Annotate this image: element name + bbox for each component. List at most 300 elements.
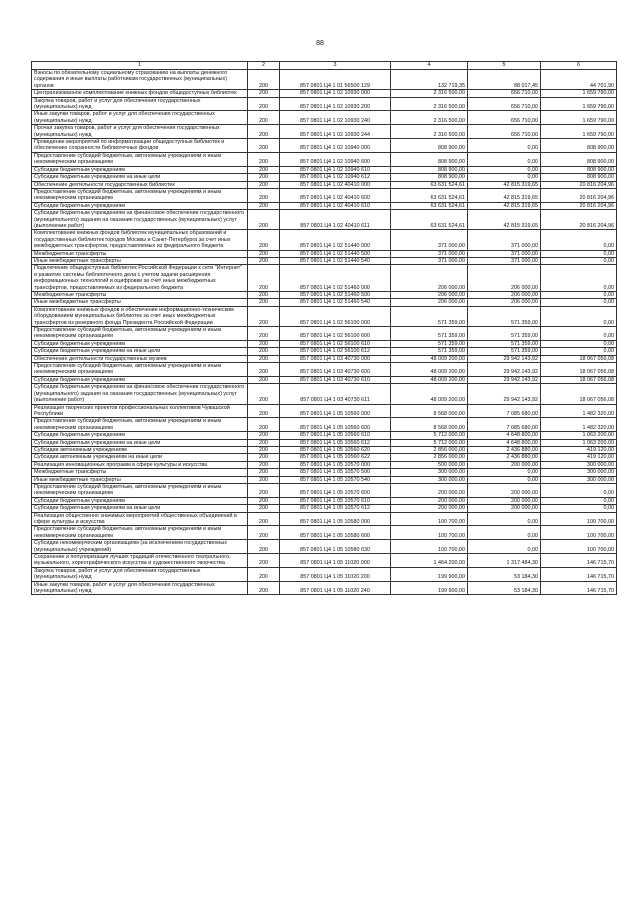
row-amount-remaining-cell: 1 659 790,00: [541, 125, 617, 139]
row-amount-executed-cell: 206 000,00: [468, 265, 541, 292]
row-amount-remaining-cell: 1 482 320,00: [541, 418, 617, 432]
row-code-cell: 200: [248, 111, 280, 125]
row-amount-executed-cell: 0,00: [468, 512, 541, 526]
row-amount-approved-cell: 808 900,00: [391, 152, 468, 166]
row-classifier-cell: 857 0801 Ц4 1 02 40410 600: [280, 188, 391, 202]
row-classifier-cell: 857 0801 Ц4 1 05 10560 622: [280, 454, 391, 461]
row-name-cell: Предоставление субсидий бюджетным, автономным учреждениям и иным некоммерческим организациям: [32, 526, 248, 540]
table-row: [32, 111, 617, 125]
row-amount-remaining-cell: 146 715,70: [541, 567, 617, 581]
budget-table: [31, 61, 617, 595]
table-row: [32, 188, 617, 202]
table-row: [32, 306, 617, 326]
row-amount-remaining-cell: 0,00: [541, 230, 617, 250]
row-code-cell: 200: [248, 181, 280, 188]
row-name-cell: Проведение мероприятий по информатизации общедоступных библиотек и обеспечению сохранности библиотечных фондов: [32, 139, 248, 153]
row-classifier-cell: 857 0801 Ц4 1 02 56100 000: [280, 306, 391, 326]
row-classifier-cell: 857 0801 Ц4 1 05 10570 612: [280, 505, 391, 512]
row-amount-approved-cell: 199 900,00: [391, 567, 468, 581]
row-code-cell: 200: [248, 505, 280, 512]
column-header: 2: [248, 62, 280, 70]
row-amount-executed-cell: 4 648 800,00: [468, 439, 541, 446]
row-amount-executed-cell: 656 710,00: [468, 97, 541, 111]
row-amount-approved-cell: 100 700,00: [391, 540, 468, 554]
row-classifier-cell: 857 0801 Ц4 1 05 10580 000: [280, 512, 391, 526]
table-row: [32, 292, 617, 299]
row-classifier-cell: 857 0801 Ц4 1 05 10580 600: [280, 526, 391, 540]
row-amount-remaining-cell: 300 000,00: [541, 469, 617, 476]
row-code-cell: 200: [248, 404, 280, 418]
row-name-cell: Иные межбюджетные трансферты: [32, 257, 248, 264]
table-row: [32, 581, 617, 595]
row-amount-remaining-cell: 20 816 204,96: [541, 210, 617, 230]
row-amount-approved-cell: 200 000,00: [391, 505, 468, 512]
row-amount-approved-cell: 808 900,00: [391, 166, 468, 173]
row-amount-approved-cell: 48 009 200,00: [391, 384, 468, 404]
row-amount-executed-cell: 656 710,00: [468, 90, 541, 97]
row-amount-remaining-cell: 0,00: [541, 340, 617, 347]
row-name-cell: Комплектование книжных фондов и обеспечение информационно-техническим оборудованием муниципальных библиотек за счет иных межбюджетных трансфертов из резервного фонда Президента Российской Федерации: [32, 306, 248, 326]
row-name-cell: Предоставление субсидий бюджетным, автономным учреждениям и иным некоммерческим организациям: [32, 188, 248, 202]
row-classifier-cell: 857 0801 Ц4 1 02 51460 000: [280, 265, 391, 292]
row-amount-approved-cell: 571 359,00: [391, 348, 468, 355]
row-amount-executed-cell: 200 000,00: [468, 461, 541, 468]
row-amount-approved-cell: 371 000,00: [391, 230, 468, 250]
row-code-cell: 200: [248, 355, 280, 362]
row-name-cell: Централизованное комплектование книжных фондов общедоступных библиотек: [32, 90, 248, 97]
row-amount-approved-cell: 63 631 524,61: [391, 181, 468, 188]
row-classifier-cell: 857 0801 Ц4 1 02 10940 612: [280, 174, 391, 181]
row-code-cell: 200: [248, 230, 280, 250]
row-amount-approved-cell: 8 568 000,00: [391, 404, 468, 418]
row-name-cell: Субсидии бюджетным учреждениям: [32, 432, 248, 439]
row-amount-approved-cell: 571 359,00: [391, 340, 468, 347]
row-amount-executed-cell: 7 085 680,00: [468, 418, 541, 432]
table-row: [32, 257, 617, 264]
row-code-cell: 200: [248, 257, 280, 264]
column-header: 3: [280, 62, 391, 70]
row-classifier-cell: 857 0801 Ц4 1 05 10570 610: [280, 497, 391, 504]
row-name-cell: Межбюджетные трансферты: [32, 250, 248, 257]
row-amount-remaining-cell: 20 816 204,96: [541, 202, 617, 209]
row-name-cell: Предоставление субсидий бюджетным, автономным учреждениям и иным некоммерческим организациям: [32, 418, 248, 432]
row-amount-executed-cell: 42 815 319,65: [468, 188, 541, 202]
row-name-cell: Иные закупки товаров, работ и услуг для обеспечения государственных (муниципальных) нужд: [32, 581, 248, 595]
row-classifier-cell: 857 0801 Ц4 1 05 10570 500: [280, 469, 391, 476]
row-amount-executed-cell: 88 017,45: [468, 70, 541, 90]
row-amount-approved-cell: 63 631 524,61: [391, 188, 468, 202]
row-amount-executed-cell: 2 436 880,00: [468, 446, 541, 453]
row-code-cell: 200: [248, 125, 280, 139]
row-amount-remaining-cell: 44 701,90: [541, 70, 617, 90]
table-row: [32, 512, 617, 526]
row-amount-remaining-cell: 100 700,00: [541, 526, 617, 540]
row-amount-remaining-cell: 0,00: [541, 299, 617, 306]
row-amount-approved-cell: 5 712 000,00: [391, 432, 468, 439]
column-header: 5: [468, 62, 541, 70]
row-classifier-cell: 857 0801 Ц4 1 03 40730 000: [280, 355, 391, 362]
row-amount-executed-cell: 0,00: [468, 166, 541, 173]
row-amount-remaining-cell: 419 120,00: [541, 446, 617, 453]
row-name-cell: Иные межбюджетные трансферты: [32, 476, 248, 483]
table-row: [32, 230, 617, 250]
row-name-cell: Субсидии бюджетным учреждениям на иные цели: [32, 174, 248, 181]
row-code-cell: 200: [248, 446, 280, 453]
row-amount-remaining-cell: 0,00: [541, 497, 617, 504]
row-amount-remaining-cell: 300 000,00: [541, 461, 617, 468]
row-classifier-cell: 857 0801 Ц4 1 02 10930 000: [280, 90, 391, 97]
row-amount-remaining-cell: 808 900,00: [541, 139, 617, 153]
row-amount-executed-cell: 29 942 143,92: [468, 376, 541, 383]
row-amount-executed-cell: 571 359,00: [468, 327, 541, 341]
row-amount-approved-cell: 206 000,00: [391, 299, 468, 306]
row-code-cell: 200: [248, 483, 280, 497]
row-amount-executed-cell: 53 184,30: [468, 567, 541, 581]
row-code-cell: 200: [248, 250, 280, 257]
row-amount-approved-cell: 63 631 524,61: [391, 210, 468, 230]
row-code-cell: 200: [248, 439, 280, 446]
row-amount-remaining-cell: 300 000,00: [541, 476, 617, 483]
row-code-cell: 200: [248, 188, 280, 202]
row-amount-remaining-cell: 0,00: [541, 257, 617, 264]
row-classifier-cell: 857 0801 Ц4 1 02 51460 540: [280, 299, 391, 306]
row-code-cell: 200: [248, 363, 280, 377]
row-code-cell: 200: [248, 432, 280, 439]
row-name-cell: Субсидии бюджетным учреждениям на иные цели: [32, 505, 248, 512]
row-amount-executed-cell: 571 359,00: [468, 340, 541, 347]
row-amount-approved-cell: 2 316 500,00: [391, 125, 468, 139]
row-name-cell: Иные межбюджетные трансферты: [32, 299, 248, 306]
row-name-cell: Субсидии некоммерческим организациям (за исключением государственных (муниципальных) учреждений): [32, 540, 248, 554]
row-classifier-cell: 857 0801 Ц4 1 05 10560 610: [280, 432, 391, 439]
row-code-cell: 200: [248, 152, 280, 166]
row-name-cell: Взносы по обязательному социальному страхованию на выплаты денежного содержания и иные выплаты работникам государственных (муниципальных) органов: [32, 70, 248, 90]
row-amount-approved-cell: 2 316 500,00: [391, 97, 468, 111]
row-amount-executed-cell: 371 000,00: [468, 250, 541, 257]
row-amount-executed-cell: 0,00: [468, 139, 541, 153]
row-classifier-cell: 857 0801 Ц4 1 05 10570 600: [280, 483, 391, 497]
table-row: [32, 567, 617, 581]
row-name-cell: Прочая закупка товаров, работ и услуг для обеспечения государственных (муниципальных) нужд: [32, 125, 248, 139]
row-code-cell: 200: [248, 299, 280, 306]
row-name-cell: Межбюджетные трансферты: [32, 469, 248, 476]
table-row: [32, 483, 617, 497]
row-amount-approved-cell: 100 700,00: [391, 526, 468, 540]
row-amount-approved-cell: 199 900,00: [391, 581, 468, 595]
row-classifier-cell: 857 0801 Ц4 1 05 10560 600: [280, 418, 391, 432]
row-amount-approved-cell: 200 000,00: [391, 483, 468, 497]
row-amount-executed-cell: 371 000,00: [468, 257, 541, 264]
row-code-cell: 200: [248, 90, 280, 97]
row-code-cell: 200: [248, 469, 280, 476]
row-name-cell: Межбюджетные трансферты: [32, 292, 248, 299]
row-amount-executed-cell: 0,00: [468, 476, 541, 483]
row-amount-remaining-cell: 0,00: [541, 505, 617, 512]
row-amount-approved-cell: 300 000,00: [391, 469, 468, 476]
row-amount-executed-cell: 206 000,00: [468, 292, 541, 299]
row-amount-approved-cell: 206 000,00: [391, 265, 468, 292]
row-name-cell: Предоставление субсидий бюджетным, автономным учреждениям и иным некоммерческим организациям: [32, 327, 248, 341]
row-amount-executed-cell: 42 815 319,65: [468, 202, 541, 209]
row-name-cell: Субсидии бюджетным учреждениям: [32, 202, 248, 209]
table-row: [32, 181, 617, 188]
row-code-cell: 200: [248, 292, 280, 299]
row-classifier-cell: 857 0801 Ц4 1 02 10930 200: [280, 97, 391, 111]
row-code-cell: 200: [248, 348, 280, 355]
row-amount-remaining-cell: 18 067 056,08: [541, 363, 617, 377]
row-amount-executed-cell: 656 710,00: [468, 125, 541, 139]
row-name-cell: Предоставление субсидий бюджетным, автономным учреждениям и иным некоммерческим организациям: [32, 483, 248, 497]
row-amount-approved-cell: 371 000,00: [391, 257, 468, 264]
row-code-cell: 200: [248, 97, 280, 111]
row-classifier-cell: 857 0801 Ц4 1 02 51440 540: [280, 257, 391, 264]
row-name-cell: Субсидии бюджетным учреждениям: [32, 340, 248, 347]
table-row: [32, 384, 617, 404]
row-code-cell: 200: [248, 166, 280, 173]
row-amount-remaining-cell: 0,00: [541, 327, 617, 341]
row-name-cell: Реализация инновационных программ в сфере культуры и искусства: [32, 461, 248, 468]
row-amount-remaining-cell: 20 816 204,96: [541, 181, 617, 188]
row-amount-remaining-cell: 1 063 200,00: [541, 439, 617, 446]
row-amount-remaining-cell: 18 067 056,08: [541, 355, 617, 362]
row-name-cell: Субсидии бюджетным учреждениям: [32, 166, 248, 173]
row-classifier-cell: 857 0801 Ц4 1 03 40730 611: [280, 384, 391, 404]
row-amount-executed-cell: 656 710,00: [468, 111, 541, 125]
row-amount-remaining-cell: 100 700,00: [541, 540, 617, 554]
row-classifier-cell: 857 0801 Ц4 1 05 11020 200: [280, 567, 391, 581]
row-classifier-cell: 857 0801 Ц4 1 05 10560 000: [280, 404, 391, 418]
table-row: [32, 327, 617, 341]
row-amount-approved-cell: 2 856 000,00: [391, 454, 468, 461]
row-classifier-cell: 857 0801 Ц4 1 02 10940 610: [280, 166, 391, 173]
table-row: [32, 97, 617, 111]
row-name-cell: Субсидии автономным учреждениям: [32, 446, 248, 453]
row-amount-approved-cell: 2 316 500,00: [391, 111, 468, 125]
row-amount-executed-cell: 0,00: [468, 174, 541, 181]
row-amount-approved-cell: 48 009 200,00: [391, 363, 468, 377]
row-amount-remaining-cell: 18 067 056,08: [541, 376, 617, 383]
row-code-cell: 200: [248, 526, 280, 540]
row-code-cell: 200: [248, 567, 280, 581]
row-amount-approved-cell: 500 000,00: [391, 461, 468, 468]
row-amount-executed-cell: 0,00: [468, 152, 541, 166]
row-amount-executed-cell: 0,00: [468, 540, 541, 554]
table-row: [32, 454, 617, 461]
table-row: [32, 446, 617, 453]
row-amount-approved-cell: 2 316 500,00: [391, 90, 468, 97]
row-amount-approved-cell: 132 719,35: [391, 70, 468, 90]
row-amount-approved-cell: 48 009 200,00: [391, 376, 468, 383]
row-code-cell: 200: [248, 174, 280, 181]
row-amount-approved-cell: 206 000,00: [391, 292, 468, 299]
row-amount-remaining-cell: 0,00: [541, 265, 617, 292]
row-classifier-cell: 857 0801 Ц4 1 02 40410 000: [280, 181, 391, 188]
row-classifier-cell: 857 0801 Ц4 1 02 51440 000: [280, 230, 391, 250]
row-code-cell: 200: [248, 497, 280, 504]
table-row: [32, 540, 617, 554]
row-code-cell: 200: [248, 327, 280, 341]
row-amount-approved-cell: 571 359,00: [391, 306, 468, 326]
table-row: [32, 461, 617, 468]
row-code-cell: 200: [248, 384, 280, 404]
row-classifier-cell: 857 0801 Ц4 1 02 40410 610: [280, 202, 391, 209]
row-amount-approved-cell: 371 000,00: [391, 250, 468, 257]
row-amount-remaining-cell: 1 063 200,00: [541, 432, 617, 439]
row-classifier-cell: 857 0801 Ц4 1 02 51460 500: [280, 292, 391, 299]
row-amount-remaining-cell: 808 900,00: [541, 152, 617, 166]
row-code-cell: 200: [248, 202, 280, 209]
row-amount-approved-cell: 63 631 524,61: [391, 202, 468, 209]
row-amount-approved-cell: 200 000,00: [391, 497, 468, 504]
row-amount-approved-cell: 808 900,00: [391, 139, 468, 153]
row-amount-remaining-cell: 0,00: [541, 306, 617, 326]
row-amount-remaining-cell: 1 659 790,00: [541, 90, 617, 97]
row-amount-executed-cell: 2 436 880,00: [468, 454, 541, 461]
row-classifier-cell: 857 0801 Ц4 1 05 10580 630: [280, 540, 391, 554]
row-amount-remaining-cell: 808 900,00: [541, 166, 617, 173]
row-amount-approved-cell: 2 856 000,00: [391, 446, 468, 453]
table-row: [32, 376, 617, 383]
table-row: [32, 139, 617, 153]
row-amount-approved-cell: 8 568 000,00: [391, 418, 468, 432]
row-amount-remaining-cell: 0,00: [541, 250, 617, 257]
row-name-cell: Предоставление субсидий бюджетным, автономным учреждениям и иным некоммерческим организациям: [32, 152, 248, 166]
row-code-cell: 200: [248, 210, 280, 230]
row-classifier-cell: 857 0801 Ц4 1 02 10930 244: [280, 125, 391, 139]
row-code-cell: 200: [248, 306, 280, 326]
row-amount-executed-cell: 42 815 319,65: [468, 181, 541, 188]
row-classifier-cell: 857 0801 Ц4 1 02 10940 000: [280, 139, 391, 153]
table-header-row: [32, 62, 617, 70]
row-amount-remaining-cell: 0,00: [541, 348, 617, 355]
table-row: [32, 299, 617, 306]
row-amount-approved-cell: 1 464 200,00: [391, 554, 468, 568]
row-amount-remaining-cell: 1 659 790,00: [541, 97, 617, 111]
row-name-cell: Закупка товаров, работ и услуг для обеспечения государственных (муниципальных) нужд: [32, 97, 248, 111]
column-header: 1: [32, 62, 248, 70]
row-classifier-cell: 857 0801 Ц4 1 01 56500 129: [280, 70, 391, 90]
table-row: [32, 90, 617, 97]
row-code-cell: 200: [248, 554, 280, 568]
row-name-cell: Субсидии автономным учреждениям на иные цели: [32, 454, 248, 461]
table-row: [32, 505, 617, 512]
row-amount-executed-cell: 571 359,00: [468, 306, 541, 326]
table-row: [32, 166, 617, 173]
row-amount-approved-cell: 300 000,00: [391, 476, 468, 483]
row-amount-executed-cell: 1 317 484,30: [468, 554, 541, 568]
table-row: [32, 210, 617, 230]
row-amount-executed-cell: 0,00: [468, 526, 541, 540]
table-row: [32, 174, 617, 181]
row-name-cell: Предоставление субсидий бюджетным, автономным учреждениям и иным некоммерческим организациям: [32, 363, 248, 377]
row-code-cell: 200: [248, 540, 280, 554]
row-amount-remaining-cell: 1 659 790,00: [541, 111, 617, 125]
table-row: [32, 70, 617, 90]
row-name-cell: Реализация общественно значимых мероприятий общественных объединений в сфере культуры и искусства: [32, 512, 248, 526]
row-amount-remaining-cell: 0,00: [541, 483, 617, 497]
row-classifier-cell: 857 0801 Ц4 1 02 10940 600: [280, 152, 391, 166]
row-classifier-cell: 857 0801 Ц4 1 02 10930 240: [280, 111, 391, 125]
row-classifier-cell: 857 0801 Ц4 1 02 56100 612: [280, 348, 391, 355]
row-amount-executed-cell: 29 942 143,92: [468, 384, 541, 404]
row-code-cell: 200: [248, 376, 280, 383]
table-row: [32, 476, 617, 483]
row-amount-remaining-cell: 18 067 056,08: [541, 384, 617, 404]
table-row: [32, 202, 617, 209]
row-name-cell: Субсидии бюджетным учреждениям: [32, 497, 248, 504]
row-code-cell: 200: [248, 476, 280, 483]
row-name-cell: Реализация творческих проектов профессиональных коллективов Чувашской Республики: [32, 404, 248, 418]
row-code-cell: 200: [248, 265, 280, 292]
row-name-cell: Субсидии бюджетным учреждениям: [32, 376, 248, 383]
row-classifier-cell: 857 0801 Ц4 1 05 10560 612: [280, 439, 391, 446]
row-name-cell: Субсидии бюджетным учреждениям на иные цели: [32, 348, 248, 355]
table-row: [32, 418, 617, 432]
row-amount-executed-cell: 53 184,30: [468, 581, 541, 595]
table-row: [32, 265, 617, 292]
row-classifier-cell: 857 0801 Ц4 1 02 40410 611: [280, 210, 391, 230]
row-amount-remaining-cell: 808 900,00: [541, 174, 617, 181]
table-row: [32, 340, 617, 347]
row-name-cell: Обеспечение деятельности государственных библиотек: [32, 181, 248, 188]
row-name-cell: Закупка товаров, работ и услуг для обеспечения государственных (муниципальных) нужд: [32, 567, 248, 581]
row-amount-remaining-cell: 1 482 320,00: [541, 404, 617, 418]
column-header: 4: [391, 62, 468, 70]
row-code-cell: 200: [248, 340, 280, 347]
row-amount-approved-cell: 100 700,00: [391, 512, 468, 526]
row-classifier-cell: 857 0801 Ц4 1 02 51440 500: [280, 250, 391, 257]
row-code-cell: 200: [248, 461, 280, 468]
row-amount-remaining-cell: 0,00: [541, 292, 617, 299]
row-amount-approved-cell: 5 712 000,00: [391, 439, 468, 446]
row-classifier-cell: 857 0801 Ц4 1 02 56100 610: [280, 340, 391, 347]
row-amount-remaining-cell: 100 700,00: [541, 512, 617, 526]
table-row: [32, 439, 617, 446]
row-name-cell: Субсидии бюджетным учреждениям на финансовое обеспечение государственного (муниципального) задания на оказание государственных (муниципальных) услуг (выполнение работ): [32, 210, 248, 230]
row-amount-executed-cell: 371 000,00: [468, 230, 541, 250]
row-amount-approved-cell: 571 359,00: [391, 327, 468, 341]
row-amount-executed-cell: 571 359,00: [468, 348, 541, 355]
table-row: [32, 348, 617, 355]
row-name-cell: Иные закупки товаров, работ и услуг для обеспечения государственных (муниципальных) нужд: [32, 111, 248, 125]
row-amount-executed-cell: 4 648 800,00: [468, 432, 541, 439]
row-amount-executed-cell: 200 000,00: [468, 483, 541, 497]
row-code-cell: 200: [248, 139, 280, 153]
row-code-cell: 200: [248, 70, 280, 90]
row-name-cell: Субсидии бюджетным учреждениям на финансовое обеспечение государственного (муниципального) задания на оказание государственных (муниципальных) услуг (выполнение работ): [32, 384, 248, 404]
row-amount-approved-cell: 48 009 200,00: [391, 355, 468, 362]
row-amount-executed-cell: 200 000,00: [468, 505, 541, 512]
row-code-cell: 200: [248, 581, 280, 595]
row-classifier-cell: 857 0801 Ц4 1 05 10560 620: [280, 446, 391, 453]
table-row: [32, 152, 617, 166]
row-amount-executed-cell: 200 000,00: [468, 497, 541, 504]
row-name-cell: Комплектование книжных фондов библиотек муниципальных образований и государственных библиотек городов Москвы и Санкт-Петербурга за счет иных межбюджетных трансфертов, предоставляемых из федерального бюджета: [32, 230, 248, 250]
row-amount-executed-cell: 7 085 680,00: [468, 404, 541, 418]
row-amount-approved-cell: 808 900,00: [391, 174, 468, 181]
page-number: 88: [316, 40, 324, 47]
row-amount-executed-cell: 0,00: [468, 469, 541, 476]
table-row: [32, 404, 617, 418]
row-amount-remaining-cell: 20 816 204,96: [541, 188, 617, 202]
table-row: [32, 497, 617, 504]
table-row: [32, 432, 617, 439]
row-amount-executed-cell: 29 942 143,92: [468, 363, 541, 377]
row-classifier-cell: 857 0801 Ц4 1 05 11020 000: [280, 554, 391, 568]
table-row: [32, 250, 617, 257]
row-code-cell: 200: [248, 512, 280, 526]
row-amount-remaining-cell: 146 715,70: [541, 554, 617, 568]
